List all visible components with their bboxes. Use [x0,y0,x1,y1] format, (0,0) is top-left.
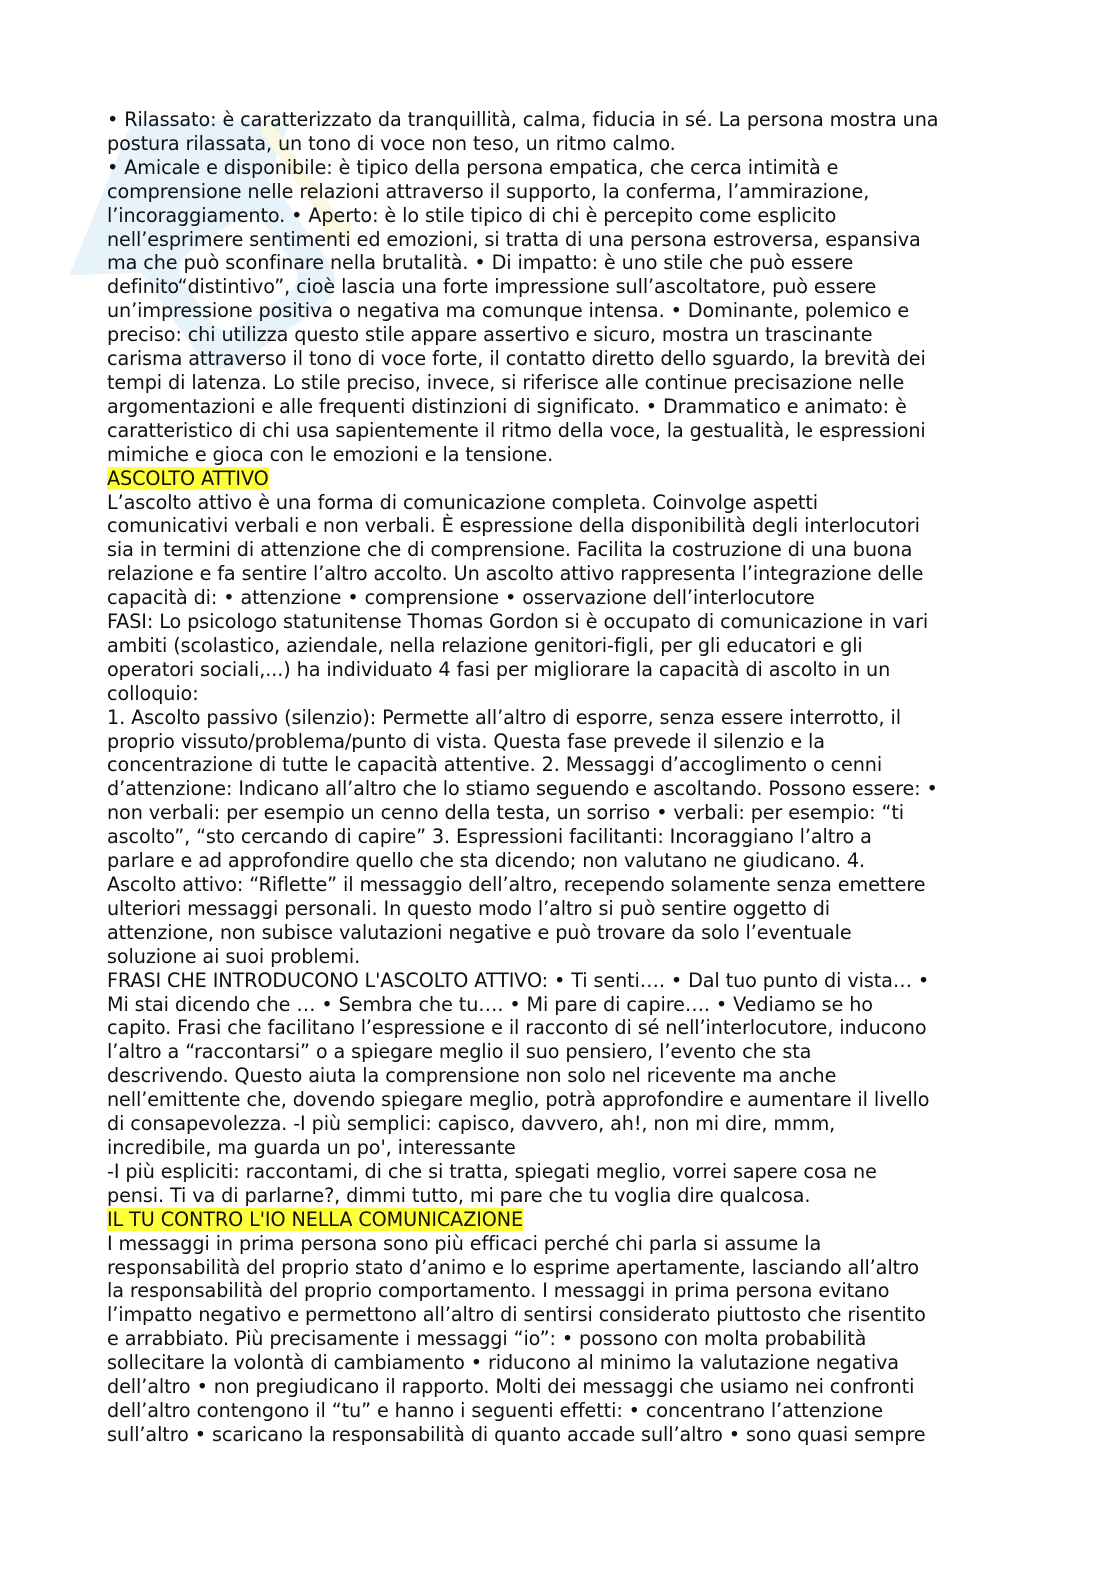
paragraph-rilassato: • Rilassato: è caratterizzato da tranquillità, calma, fiducia in sé. La persona mostra una postura rilassata, un tono di voce non teso, un ritmo calmo. [107,108,939,155]
paragraph-fasi: FASI: Lo psicologo statunitense Thomas Gordon si è occupato di comunicazione in vari ambiti (scolastico, aziendale, nella relazione genitori-figli, per gli educatori e gli operatori sociali,...) ha individuato 4 fasi per migliorare la capacità di ascolto in un colloquio: [107,610,929,705]
heading-ascolto-attivo [107,467,1007,491]
paragraph-piu-espliciti: -I più espliciti: raccontami, di che si tratta, spiegati meglio, vorrei sapere cosa ne pensi. Ti va di parlarne?, dimmi tutto, mi pare che tu voglia dire qualcosa. [107,1159,877,1207]
paragraph-ascolto-attivo-intro: L’ascolto attivo è una forma di comunicazione completa. Coinvolge aspetti comunicativi verbali e non verbali. È espressione della disponibilità degli interlocutori sia in termini di attenzione che di comprensione. Facilita la costruzione di una buona relazione e fa sentire l’altro accolto. Un ascolto attivo rappresenta l’integrazione delle capacità di: • attenzione • comprensione • osservazione dell’interlocutore [107,490,924,610]
heading-tu-contro-io-text: IL TU CONTRO L'IO NELLA COMUNICAZIONE [107,1207,524,1231]
paragraph-frasi-ascolto: FRASI CHE INTRODUCONO L'ASCOLTO ATTIVO: • Ti senti…. • Dal tuo punto di vista… • Mi stai dicendo che … • Sembra che tu…. • Mi pare di capire…. • Vediamo se ho capito. Frasi che facilitano l’espressione e il racconto di sé nell’interlocutore, inducono l’altro a “raccontarsi” o a spiegare meglio il suo pensiero, l’evento che sta descrivendo. Questo aiuta la comprensione non solo nel ricevente ma anche nell’emittente che, dovendo spiegare meglio, potrà approfondire e aumentare il livello di consapevolezza. -I più semplici: capisco, davvero, ah!, non mi dire, mmm, incredibile, ma guarda un po', interessante [107,968,930,1159]
heading-ascolto-attivo-text: ASCOLTO ATTIVO [107,466,269,490]
document-body [107,108,1007,1447]
paragraph-fasi-elenco: 1. Ascolto passivo (silenzio): Permette all’altro di esporre, senza essere interrotto, il proprio vissuto/problema/punto di vista. Questa fase prevede il silenzio e la concentrazione di tutte le capacità attentive. 2. Messaggi d’accoglimento o cenni d’attenzione: Indicano all’altro che lo stiamo seguendo e ascoltando. Possono essere: • non verbali: per esempio un cenno della testa, un sorriso • verbali: per esempio: “ti ascolto”, “sto cercando di capire” 3. Espressioni facilitanti: Incoraggiano l’altro a parlare e ad approfondire quello che sta dicendo; non valutano ne giudicano. 4. Ascolto attivo: “Riflette” il messaggio dell’altro, recependo solamente senza emettere ulteriori messaggi personali. In questo modo l’altro si può sentire oggetto di attenzione, non subisce valutazioni negative e può trovare da solo l’eventuale soluzione ai suoi problemi. [107,705,938,968]
paragraph-messaggi-io: I messaggi in prima persona sono più efficaci perché chi parla si assume la responsabilità del proprio stato d’animo e lo esprime apertamente, lasciando all’altro la responsabilità del proprio comportamento. I messaggi in prima persona evitano l’impatto negativo e permettono all’altro di sentirsi considerato piuttosto che risentito e arrabbiato. Più precisamente i messaggi “io”: • possono con molta probabilità sollecitare la volontà di cambiamento • riducono al minimo la valutazione negativa dell’altro • non pregiudicano il rapporto. Molti dei messaggi che usiamo nei confronti dell’altro contengono il “tu” e hanno i seguenti effetti: • concentrano l’attenzione sull’altro • scaricano la responsabilità di quanto accade sull’altro • sono quasi sempre [107,1231,926,1446]
paragraph-stili-comunicativi: • Amicale e disponibile: è tipico della persona empatica, che cerca intimità e comprensione nelle relazioni attraverso il supporto, la conferma, l’ammirazione, l’incoraggiamento. • Aperto: è lo stile tipico di chi è percepito come esplicito nell’esprimere sentimenti ed emozioni, si tratta di una persona estroversa, espansiva ma che può sconfinare nella brutalità. • Di impatto: è uno stile che può essere definito“distintivo”, cioè lascia una forte impressione sull’ascoltatore, può essere un’impressione positiva o negativa ma comunque intensa. • Dominante, polemico e preciso: chi utilizza questo stile appare assertivo e sicuro, mostra un trascinante carisma attraverso il tono di voce forte, il contatto diretto dello sguardo, la brevità dei tempi di latenza. Lo stile preciso, invece, si riferisce alle continue precisazione nelle argomentazioni e alle frequenti distinzioni di significato. • Drammatico e animato: è caratteristico di chi usa sapientemente il ritmo della voce, la gestualità, le espressioni mimiche e gioca con le emozioni e la tensione. [107,155,926,466]
heading-tu-contro-io [107,1208,1007,1232]
